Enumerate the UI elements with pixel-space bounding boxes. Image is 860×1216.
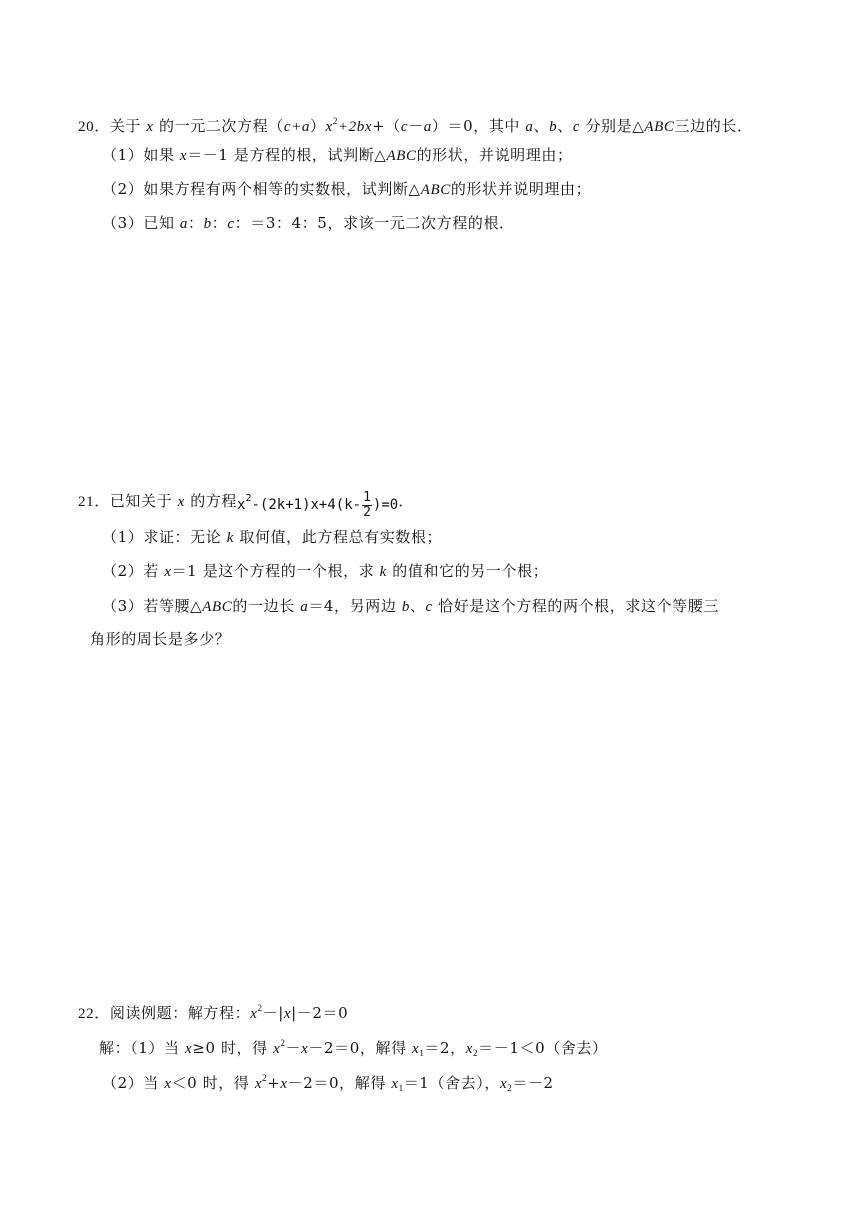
q20-part2 <box>102 178 591 201</box>
text: 的形状，并说明理由； <box>416 146 573 164</box>
exponent: 2 <box>257 1003 263 1013</box>
exponent: 2 <box>332 116 338 126</box>
text: － <box>285 1039 302 1057</box>
q21-part2 <box>102 560 548 583</box>
text: +（ <box>372 117 401 135</box>
q22-solution-step1 <box>99 1032 608 1064</box>
text: 的一元二次方程（ <box>153 117 284 135</box>
abs-bar: | <box>291 1004 297 1022</box>
subscript: 1 <box>419 1048 425 1058</box>
text: －2＝0，解得 <box>308 1039 413 1057</box>
text: + <box>267 1074 281 1092</box>
abs-bar: | <box>278 1004 284 1022</box>
var-a: a <box>525 119 534 135</box>
q20-part3 <box>102 212 515 235</box>
text: － <box>262 1004 279 1022</box>
q21-part3 <box>102 595 719 618</box>
text: ＝－2 <box>512 1074 554 1092</box>
text: ＝1（舍去）， <box>403 1074 500 1092</box>
fraction-numerator: 1 <box>363 489 371 505</box>
text: （1）求证：无论 <box>102 528 227 546</box>
var-c: c <box>283 119 292 135</box>
exponent: 2 <box>280 1038 286 1048</box>
text: ： <box>188 214 204 232</box>
eq-x: x <box>237 497 246 513</box>
var-x: x <box>301 1041 309 1057</box>
var-x: x <box>280 1076 288 1092</box>
text: 的一边长 <box>232 597 301 615</box>
text: （1）如果 <box>102 146 180 164</box>
q20-number: 20． <box>78 119 110 135</box>
exponent: 2 <box>262 1073 268 1083</box>
eq-body: -(2k+1)x+4(k- <box>251 497 362 513</box>
text: 已知关于 <box>109 492 178 510</box>
q20-stem <box>78 110 753 138</box>
text: （2）如果方程有两个相等的实数根，试判断△ <box>102 180 421 198</box>
eq-tail: )=0 <box>372 497 399 513</box>
text: 角形的周长是多少？ <box>90 630 231 648</box>
text: 的方程 <box>184 492 238 510</box>
text: ：＝3：4：5，求该一元二次方程的根． <box>234 214 515 232</box>
text: ）＝0，其中 <box>431 117 526 135</box>
text: ＜0 时，得 <box>171 1074 255 1092</box>
text: + <box>291 119 302 135</box>
eq-fraction <box>362 491 372 520</box>
q22-solution-step2 <box>102 1067 554 1099</box>
triangle-abc: ABC <box>202 599 233 615</box>
q21-part1 <box>102 526 442 549</box>
text: ） <box>309 117 326 135</box>
subscript: 2 <box>507 1083 513 1093</box>
text: （2）若 <box>102 562 165 580</box>
text: － <box>408 117 424 135</box>
q21-equation <box>237 482 398 522</box>
text: ： <box>211 214 228 232</box>
text: ＝－1 是方程的根，试判断△ <box>187 146 387 164</box>
var-x: x <box>177 494 185 510</box>
text: 、 <box>409 597 426 615</box>
eq-exponent: 2 <box>245 493 252 504</box>
text: ＝2， <box>424 1039 466 1057</box>
text: －2＝0 <box>296 1004 349 1022</box>
var-a: a <box>300 599 309 615</box>
text: （3）若等腰△ <box>102 597 203 615</box>
text: －2＝0，解得 <box>287 1074 392 1092</box>
text: 解：（1）当 <box>99 1039 186 1057</box>
var-x: x <box>164 1076 172 1092</box>
var-x: x <box>146 119 154 135</box>
var-x: x <box>179 148 188 164</box>
triangle-abc: ABC <box>644 119 675 135</box>
q21-number: 21． <box>78 494 110 510</box>
q22-number: 22． <box>78 1006 110 1022</box>
q20-part1 <box>102 144 573 167</box>
var-a: a <box>301 119 310 135</box>
var-b: b <box>549 119 558 135</box>
var-x: x <box>283 1006 292 1022</box>
text: ． <box>398 492 414 510</box>
q22-stem <box>78 997 348 1025</box>
var-x: x <box>250 1006 258 1022</box>
text: 的值和它的另一个根； <box>386 562 549 580</box>
subscript: 1 <box>398 1083 404 1093</box>
var-x: x <box>499 1076 508 1092</box>
q21-stem <box>78 482 414 520</box>
triangle-abc: ABC <box>420 182 451 198</box>
subscript: 2 <box>473 1048 479 1058</box>
var-x: x <box>325 119 333 135</box>
text: ＝1 是这个方程的一个根，求 <box>171 562 380 580</box>
var-k: k <box>226 530 234 546</box>
text: 、 <box>533 117 550 135</box>
text: 分别是△ <box>580 117 645 135</box>
var-a: a <box>423 119 432 135</box>
var-c: c <box>227 216 235 232</box>
text: 恰好是这个方程的两个根，求这个等腰三 <box>432 597 719 615</box>
text: ＝－1＜0（舍去） <box>478 1039 608 1057</box>
var-x: x <box>254 1076 263 1092</box>
text: 的形状并说明理由； <box>450 180 592 198</box>
text: 关于 <box>109 117 147 135</box>
text: 三边的长． <box>674 117 753 135</box>
var-x: x <box>164 564 172 580</box>
triangle-abc: ABC <box>386 148 417 164</box>
var-x: x <box>412 1041 420 1057</box>
text: ＝4，另两边 <box>308 597 402 615</box>
var-c: c <box>425 599 433 615</box>
var-c: c <box>400 119 409 135</box>
text: 取何值，此方程总有实数根； <box>233 528 443 546</box>
text: ≥0 时，得 <box>192 1039 274 1057</box>
text: +2 <box>337 119 357 135</box>
text: 、 <box>557 117 573 135</box>
text: （3）已知 <box>102 214 180 232</box>
var-a: a <box>179 216 189 232</box>
var-b: b <box>203 216 212 232</box>
var-x: x <box>391 1076 399 1092</box>
var-bx: bx <box>356 119 373 135</box>
var-x: x <box>465 1041 474 1057</box>
text: （2）当 <box>102 1074 165 1092</box>
var-k: k <box>379 564 387 580</box>
var-x: x <box>185 1041 193 1057</box>
var-c: c <box>572 119 581 135</box>
q21-part3-continued <box>90 628 230 650</box>
var-x: x <box>273 1041 281 1057</box>
text: 阅读例题：解方程： <box>109 1004 251 1022</box>
fraction-denominator: 2 <box>363 504 371 520</box>
var-b: b <box>401 599 410 615</box>
